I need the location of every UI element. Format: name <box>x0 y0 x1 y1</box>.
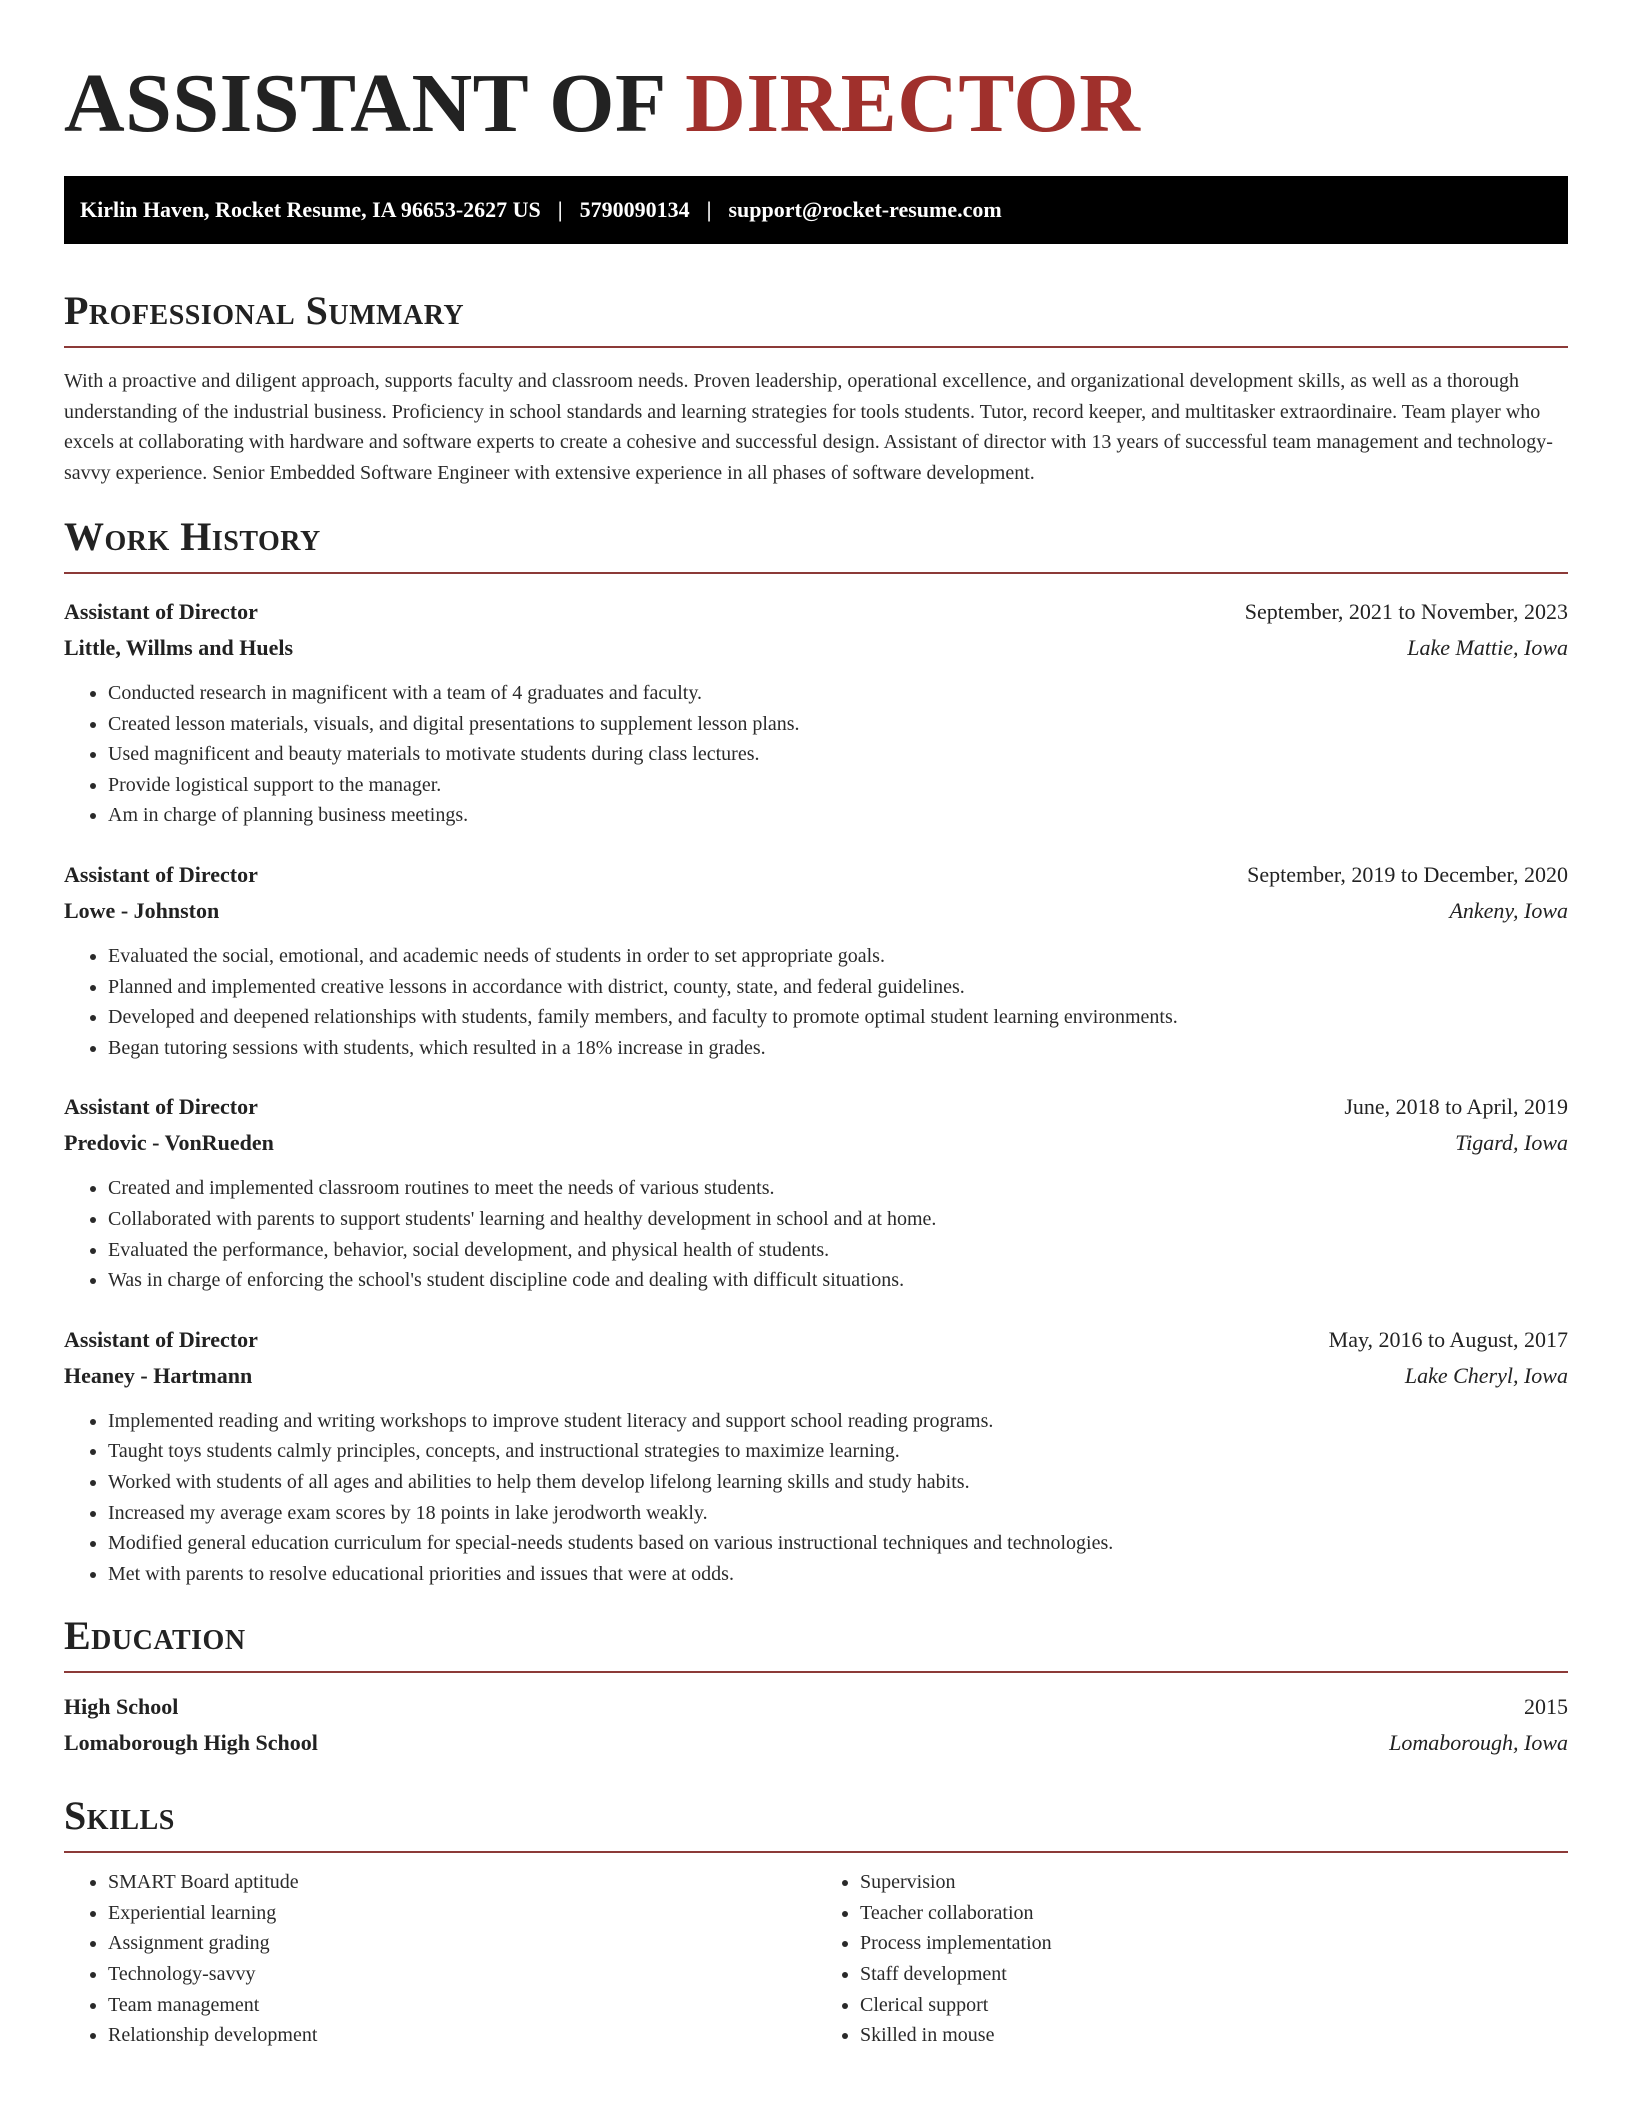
skill-item: • Clerical support <box>860 1990 1568 2021</box>
job-location: Ankeny, Iowa <box>1449 897 1568 923</box>
job-entry <box>64 857 1568 1063</box>
job-bullet-list <box>64 678 1568 831</box>
job-entry <box>64 1089 1568 1295</box>
job-bullet-list <box>64 941 1568 1063</box>
job-title: Assistant of Director <box>64 1094 258 1120</box>
skill-item: • Technology-savvy <box>108 1959 816 1990</box>
education-row <box>64 1725 1568 1761</box>
resume-title <box>64 58 1568 150</box>
job-dates: June, 2018 to April, 2019 <box>1344 1094 1568 1120</box>
job-company: Little, Willms and Huels <box>64 635 294 660</box>
job-bullet: • Modified general education curriculum for special-needs students based on various instructional techniques and technologies. <box>108 1528 1568 1559</box>
skills-section <box>64 1793 1568 2051</box>
job-company-row <box>64 893 1568 929</box>
summary-text: With a proactive and diligent approach, supports faculty and classroom needs. Proven leadership, operational excellence, and organizational development skills, as well as a thorough understanding of the industrial business. Proficiency in school standards and learning strategies for tools students. Tutor, record keeper, and multitasker extraordinaire. Team player who excels at collaborating with hardware and software experts to create a cohesive and successful design. Assistant of director with 13 years of successful team management and technology-savvy experience. Senior Embedded Software Engineer with extensive experience in all phases of software development. <box>64 370 1553 484</box>
work-history-section <box>64 514 1568 1589</box>
contact-address: Kirlin Haven, Rocket Resume, IA 96653-2627 US <box>80 197 541 222</box>
job-company: Predovic - VonRueden <box>64 1130 274 1156</box>
job-bullet-list <box>64 1406 1568 1590</box>
job-bullet: • Taught toys students calmly principles, concepts, and instructional strategies to maximize learning. <box>108 1436 1568 1467</box>
job-company-row <box>64 1125 1568 1161</box>
job-bullet: • Began tutoring sessions with students, which resulted in a 18% increase in grades. <box>108 1033 1568 1064</box>
job-company: Lowe - Johnston <box>64 897 220 923</box>
skill-item: • Experiential learning <box>108 1898 816 1929</box>
summary-section <box>64 288 1568 488</box>
job-bullet: • Met with parents to resolve educational priorities and issues that were at odds. <box>108 1559 1568 1590</box>
education-row <box>64 1689 1568 1725</box>
job-bullet: • Evaluated the social, emotional, and academic needs of students in order to set appropriate goals. <box>108 941 1568 972</box>
job-title: Assistant of Director <box>64 599 258 624</box>
skills-list-right <box>816 1867 1568 2051</box>
section-divider <box>64 1671 1568 1673</box>
education-year: 2015 <box>1524 1694 1568 1720</box>
education-school: Lomaborough High School <box>64 1730 318 1756</box>
education-degree: High School <box>64 1694 179 1720</box>
job-header-row <box>64 1089 1568 1125</box>
education-section <box>64 1613 1568 1761</box>
resume-page <box>64 0 1568 2051</box>
job-location: Lake Mattie, Iowa <box>1407 635 1568 660</box>
job-bullet: • Evaluated the performance, behavior, social development, and physical health of students. <box>108 1235 1568 1266</box>
job-company: Heaney - Hartmann <box>64 1362 253 1388</box>
section-heading-education: Education <box>64 1613 246 1659</box>
job-title: Assistant of Director <box>64 1326 258 1352</box>
job-bullet: • Created and implemented classroom routines to meet the needs of various students. <box>108 1173 1568 1204</box>
skill-item: • Relationship development <box>108 2020 816 2051</box>
skills-columns <box>64 1867 1568 2051</box>
job-bullet: • Used magnificent and beauty materials to motivate students during class lectures. <box>108 739 1568 770</box>
job-entry <box>64 594 1568 831</box>
contact-separator: | <box>706 197 712 222</box>
section-heading-summary: Professional Summary <box>64 288 465 333</box>
job-bullet: • Implemented reading and writing workshops to improve student literacy and support school reading programs. <box>108 1406 1568 1437</box>
job-company-row <box>64 1358 1568 1394</box>
contact-separator: | <box>557 197 563 222</box>
education-entry <box>64 1689 1568 1761</box>
job-bullet: • Developed and deepened relationships with students, family members, and faculty to promote optimal student learning environments. <box>108 1002 1568 1033</box>
section-divider <box>64 1851 1568 1853</box>
job-title: Assistant of Director <box>64 861 258 887</box>
job-dates: September, 2019 to December, 2020 <box>1247 861 1568 887</box>
skill-item: • Teacher collaboration <box>860 1898 1568 1929</box>
title-main: ASSISTANT OF <box>64 57 664 150</box>
section-heading-work-history: Work History <box>64 514 321 559</box>
job-bullet: • Worked with students of all ages and abilities to help them develop lifelong learning skills and study habits. <box>108 1467 1568 1498</box>
skills-list-left <box>64 1867 816 2051</box>
contact-email[interactable]: support@rocket-resume.com <box>728 197 1002 222</box>
education-location: Lomaborough, Iowa <box>1389 1730 1568 1756</box>
skill-item: • Team management <box>108 1990 816 2021</box>
job-bullet: • Collaborated with parents to support students' learning and healthy development in school and at home. <box>108 1204 1568 1235</box>
section-divider <box>64 346 1568 348</box>
job-list <box>64 594 1568 1589</box>
section-divider <box>64 572 1568 574</box>
skill-item: • Staff development <box>860 1959 1568 1990</box>
job-bullet: • Planned and implemented creative lessons in accordance with district, county, state, and federal guidelines. <box>108 972 1568 1003</box>
skill-item: • Supervision <box>860 1867 1568 1898</box>
skill-item: • Skilled in mouse <box>860 2020 1568 2051</box>
skill-item: • Process implementation <box>860 1928 1568 1959</box>
job-bullet: • Created lesson materials, visuals, and digital presentations to supplement lesson plans. <box>108 709 1568 740</box>
job-bullet: • Conducted research in magnificent with a team of 4 graduates and faculty. <box>108 678 1568 709</box>
job-location: Lake Cheryl, Iowa <box>1404 1362 1568 1388</box>
job-bullet: • Increased my average exam scores by 18 points in lake jerodworth weakly. <box>108 1498 1568 1529</box>
job-header-row <box>64 857 1568 893</box>
skill-item: • SMART Board aptitude <box>108 1867 816 1898</box>
contact-bar <box>64 176 1568 244</box>
job-company-row <box>64 630 1568 666</box>
job-bullet: • Am in charge of planning business meetings. <box>108 800 1568 831</box>
contact-phone[interactable]: 5790090134 <box>579 197 690 222</box>
section-heading-skills: Skills <box>64 1793 175 1839</box>
job-header-row <box>64 1322 1568 1358</box>
job-dates: May, 2016 to August, 2017 <box>1328 1326 1568 1352</box>
job-entry <box>64 1322 1568 1590</box>
skill-item: • Assignment grading <box>108 1928 816 1959</box>
job-bullet-list <box>64 1173 1568 1295</box>
title-accent: DIRECTOR <box>685 57 1141 150</box>
job-bullet: • Provide logistical support to the manager. <box>108 770 1568 801</box>
job-location: Tigard, Iowa <box>1455 1130 1568 1156</box>
job-header-row <box>64 594 1568 630</box>
job-bullet: • Was in charge of enforcing the school's student discipline code and dealing with difficult situations. <box>108 1265 1568 1296</box>
job-dates: September, 2021 to November, 2023 <box>1244 599 1568 624</box>
